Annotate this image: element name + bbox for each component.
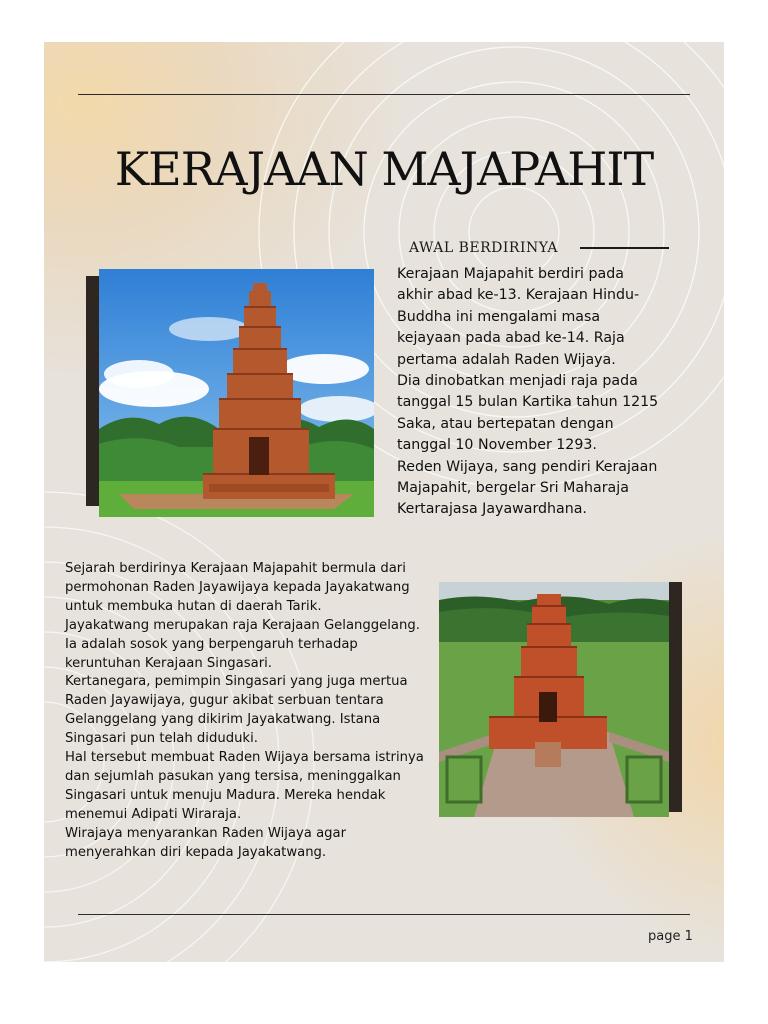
temple-photo-aerial [439, 582, 669, 817]
text-line: Hal tersebut membuat Raden Wijaya bersama istrinya [65, 750, 424, 766]
text-line: Kertarajasa Jayawardhana. [397, 501, 587, 518]
heading-underline [580, 247, 669, 249]
text-line: tanggal 15 bulan Kartika tahun 1215 [397, 394, 659, 411]
text-line: Reden Wijaya, sang pendiri Kerajaan [397, 458, 658, 475]
text-line: Jayakatwang merupakan raja Kerajaan Gelanggelang. [65, 617, 420, 633]
photo-accent-bar [668, 582, 682, 812]
text-line: Singasari untuk menuju Madura. Mereka hendak [65, 787, 386, 803]
history-paragraph [65, 560, 445, 863]
temple-photo-sky [99, 269, 374, 517]
text-line: Kerajaan Majapahit berdiri pada [397, 266, 624, 282]
text-line: keruntuhan Kerajaan Singasari. [65, 655, 272, 671]
bottom-rule [78, 914, 690, 915]
text-line: untuk membuka hutan di daerah Tarik. [65, 598, 322, 614]
text-line: Buddha ini mengalami masa [397, 308, 601, 325]
page-number: page 1 [648, 929, 693, 944]
text-line: Majapahit, bergelar Sri Maharaja [397, 480, 629, 497]
text-line: permohonan Raden Jayawijaya kepada Jayakatwang [65, 579, 410, 595]
text-line: menemui Adipati Wiraraja. [65, 806, 242, 822]
text-line: Singasari pun telah diduduki. [65, 731, 258, 747]
text-line: Gelanggelang yang dikirim Jayakatwang. Istana [65, 712, 381, 728]
text-line: Saka, atau bertepatan dengan [397, 415, 614, 432]
top-rule [78, 94, 690, 95]
text-line: dan sejumlah pasukan yang tersisa, meninggalkan [65, 768, 401, 784]
text-line: akhir abad ke-13. Kerajaan Hindu- [397, 287, 640, 304]
text-line: Raden Jayawijaya, gugur akibat serbuan tentara [65, 693, 384, 709]
text-line: Dia dinobatkan menjadi raja pada [397, 373, 638, 390]
text-line: menyerahkan diri kepada Jayakatwang. [65, 844, 327, 860]
document-page [44, 42, 724, 962]
text-line: tanggal 10 November 1293. [397, 437, 597, 454]
text-line: Sejarah berdirinya Kerajaan Majapahit bermula dari [65, 561, 406, 576]
page-title: KERAJAAN MAJAPAHIT [114, 142, 654, 196]
photo-accent-bar [86, 276, 100, 506]
intro-paragraph [397, 264, 697, 521]
text-line: Kertanegara, pemimpin Singasari yang juga mertua [65, 674, 408, 690]
text-line: kejayaan pada abad ke-14. Raja [397, 330, 625, 347]
text-line: Wirajaya menyarankan Raden Wijaya agar [65, 825, 347, 841]
text-line: Ia adalah sosok yang berpengaruh terhadap [65, 636, 358, 652]
text-line: pertama adalah Raden Wijaya. [397, 351, 616, 368]
section-heading: AWAL BERDIRINYA [409, 240, 558, 256]
